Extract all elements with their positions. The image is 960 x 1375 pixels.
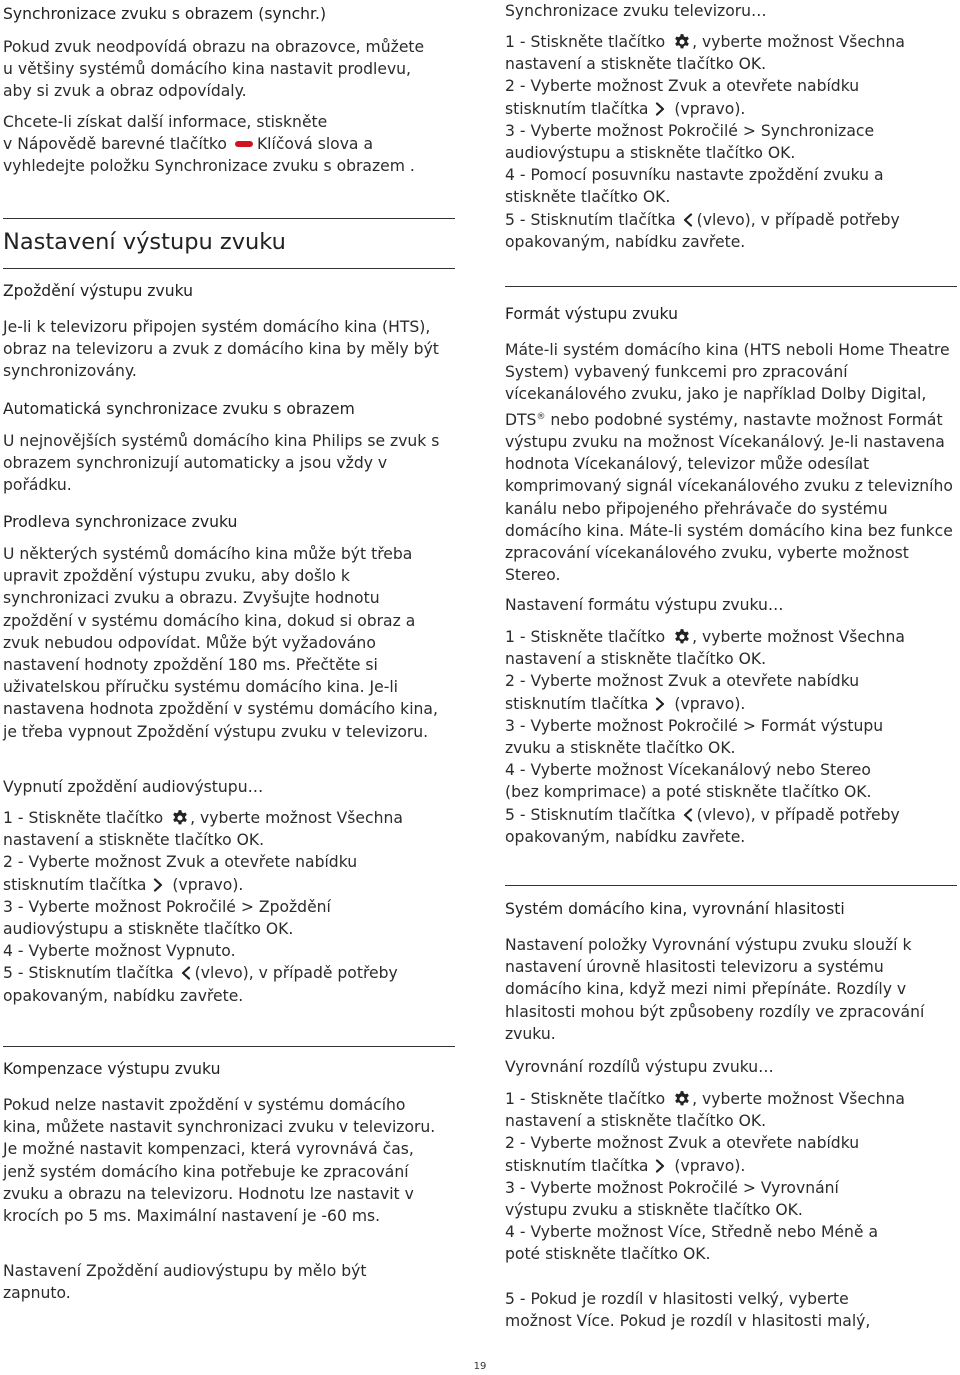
format-paragraph: Máte-li systém domácího kina (HTS neboli Home Theatre System) vybavený funkcemi pro zpracování vícekanálového zvuku, jako je například Dolby Digital, DTS® nebo podobné systémy, nastavte možnost Formát výstupu zvuku na možnost Vícekanálový. Je-li nastavena hodnota Vícekanálový, televizor může odesílat komprimovaný signál vícekanálového zvuku z televizního kanálu nebo připojeného přehrávače do systému domácího kina. Máte-li systém domácího kina bez funkce zpracování vícekanálového zvuku, vyberte možnost Stereo. bbox=[505, 341, 953, 585]
gear-icon bbox=[171, 809, 189, 827]
off-steps: 1 - Stiskněte tlačítko , vyberte možnost Všechna nastavení a stiskněte tlačítko OK. 2 - Vyberte možnost Zvuk a otevřete nabídku stisknutím tlačítka (vpravo). 3 - Vyberte možnost Pokročilé > Zpoždění audiovýstupu a stiskněte tlačítko OK. 4 - Vyberte možnost Vypnuto. 5 - Stisknutím tlačítka (vlevo), v případě potřeby opakovaným, nabídku zavřete. bbox=[3, 809, 403, 1005]
divider bbox=[3, 218, 455, 219]
chevron-right-icon bbox=[654, 102, 666, 116]
auto-paragraph: U nejnovějších systémů domácího kina Philips se zvuk s obrazem synchronizují automaticky a jsou vždy v pořádku. bbox=[3, 432, 440, 495]
lag-title: Prodleva synchronizace zvuku bbox=[3, 513, 238, 531]
sync-title: Synchronizace zvuku s obrazem (synchr.) bbox=[3, 5, 327, 23]
comp-paragraph-2: Nastavení Zpoždění audiovýstupu by mělo být zapnuto. bbox=[3, 1262, 367, 1303]
delay-title: Zpoždění výstupu zvuku bbox=[3, 282, 194, 300]
comp-title: Kompenzace výstupu zvuku bbox=[3, 1060, 221, 1078]
tv-sync-title: Synchronizace zvuku televizoru… bbox=[505, 2, 767, 20]
volume-settings-title: Vyrovnání rozdílů výstupu zvuku… bbox=[505, 1058, 774, 1076]
off-title: Vypnutí zpoždění audiovýstupu… bbox=[3, 778, 264, 796]
tv-sync-steps: 1 - Stiskněte tlačítko , vyberte možnost Všechna nastavení a stiskněte tlačítko OK. 2 - Vyberte možnost Zvuk a otevřete nabídku stisknutím tlačítka (vpravo). 3 - Vyberte možnost Pokročilé > Synchronizace audiovýstupu a stiskněte tlačítko OK. 4 - Pomocí posuvníku nastavte zpoždění zvuku a stiskněte tlačítko OK. 5 - Stisknutím tlačítka (vlevo), v případě potřeby opakovaným, nabídku zavřete. bbox=[505, 33, 905, 251]
divider bbox=[505, 885, 957, 886]
lag-paragraph: U některých systémů domácího kina může být třeba upravit zpoždění výstupu zvuku, aby došlo k synchronizaci zvuku a obrazu. Zvyšujte hodnotu zpoždění v systému domácího kina, dokud si obraz a zvuk nebudou odpovídat. Může být vyžadováno nastavení hodnoty zpoždění 180 ms. Přečtěte si uživatelskou příručku systému domácího kina. Je-li nastavena hodnota zpoždění v systému domácího kina, je třeba vypnout Zpoždění výstupu zvuku v televizoru. bbox=[3, 545, 438, 741]
volume-paragraph: Nastavení položky Vyrovnání výstupu zvuku slouží k nastavení úrovně hlasitosti televizoru a systému domácího kina, když mezi nimi přepínáte. Rozdíly v hlasitosti mohou být způsobeny rozdíly ve zpracování zvuku. bbox=[505, 936, 925, 1043]
chevron-right-icon bbox=[152, 878, 164, 892]
chevron-right-icon bbox=[654, 1159, 666, 1173]
divider bbox=[505, 286, 957, 287]
chevron-right-icon bbox=[654, 697, 666, 711]
comp-paragraph: Pokud nelze nastavit zpoždění v systému domácího kina, můžete nastavit synchronizaci zvuku v televizoru. Je možné nastavit kompenzaci, která vyrovnává čas, jenž systém domácího kina potřebuje ke zpracování zvuku a obrazu na televizoru. Hodnotu lze nastavit v krocích po 5 ms. Maximální nastavení je -60 ms. bbox=[3, 1096, 436, 1226]
volume-steps: 1 - Stiskněte tlačítko , vyberte možnost Všechna nastavení a stiskněte tlačítko OK. 2 - Vyberte možnost Zvuk a otevřete nabídku stisknutím tlačítka (vpravo). 3 - Vyberte možnost Pokročilé > Vyrovnání výstupu zvuku a stiskněte tlačítko OK. 4 - Vyberte možnost Více, Středně nebo Méně a poté stiskněte tlačítko OK. bbox=[505, 1090, 905, 1264]
format-settings-title: Nastavení formátu výstupu zvuku… bbox=[505, 596, 784, 614]
divider bbox=[3, 268, 455, 269]
chevron-left-icon bbox=[682, 213, 694, 227]
gear-icon bbox=[673, 1090, 691, 1108]
chevron-left-icon bbox=[180, 966, 192, 980]
delay-paragraph: Je-li k televizoru připojen systém domácího kina (HTS), obraz na televizoru a zvuk z domácího kina by měly být synchronizovány. bbox=[3, 318, 439, 381]
format-title: Formát výstupu zvuku bbox=[505, 305, 678, 323]
auto-title: Automatická synchronizace zvuku s obrazem bbox=[3, 400, 355, 418]
gear-icon bbox=[673, 628, 691, 646]
section-title: Nastavení výstupu zvuku bbox=[3, 229, 286, 255]
help-paragraph: Chcete-li získat další informace, stiskněte v Nápovědě barevné tlačítko Klíčová slova a vyhledejte položku Synchronizace zvuku s obrazem . bbox=[3, 113, 415, 176]
sync-paragraph: Pokud zvuk neodpovídá obrazu na obrazovce, můžete u většiny systémů domácího kina nastavit prodlevu, aby si zvuk a obraz odpovídaly. bbox=[3, 38, 425, 101]
format-steps: 1 - Stiskněte tlačítko , vyberte možnost Všechna nastavení a stiskněte tlačítko OK. 2 - Vyberte možnost Zvuk a otevřete nabídku stisknutím tlačítka (vpravo). 3 - Vyberte možnost Pokročilé > Formát výstupu zvuku a stiskněte tlačítko OK. 4 - Vyberte možnost Vícekanálový nebo Stereo (bez komprimace) a poté stiskněte tlačítko OK. 5 - Stisknutím tlačítka (vlevo), v případě potřeby opakovaným, nabídku zavřete. bbox=[505, 628, 905, 846]
page-number: 19 bbox=[473, 1361, 487, 1372]
divider bbox=[3, 1046, 455, 1047]
chevron-left-icon bbox=[682, 808, 694, 822]
gear-icon bbox=[673, 33, 691, 51]
volume-step-5: 5 - Pokud je rozdíl v hlasitosti velký, vyberte možnost Více. Pokud je rozdíl v hlasitosti malý, bbox=[505, 1290, 871, 1331]
red-button-icon bbox=[235, 141, 253, 147]
volume-title: Systém domácího kina, vyrovnání hlasitosti bbox=[505, 900, 845, 918]
